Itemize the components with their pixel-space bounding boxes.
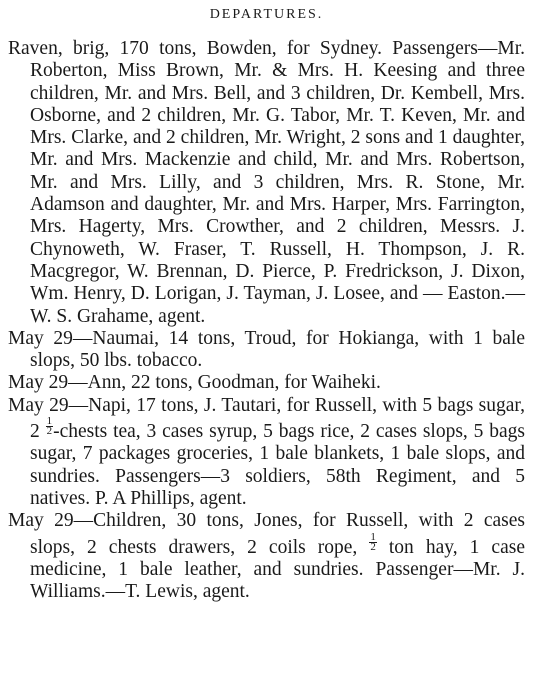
departure-entry-napi	[8, 395, 525, 510]
fraction-numerator: 1	[370, 530, 376, 543]
departure-entry-naumai: May 29—Naumai, 14 tons, Troud, for Hokianga, with 1 bale slops, 50 lbs. tobacco.	[8, 327, 525, 372]
departure-entry-ann: May 29—Ann, 22 tons, Goodman, for Waiheki.	[8, 372, 381, 394]
fraction-half	[46, 417, 54, 436]
fraction-half	[369, 530, 377, 553]
fraction-denominator: 2	[46, 425, 53, 438]
entry-text-part: -chests tea, 3 cases syrup, 5 bags rice, 2 cases slops, 5 bags sugar, 7 packages groceries, 1 bale blankets, 1 bale slops, and sundries. Passengers—3 soldiers, 58th Regiment, and 5 natives. P. A Phillips, agent.	[30, 421, 525, 509]
section-heading: DEPARTURES.	[209, 7, 324, 22]
fraction-numerator: 1	[46, 415, 53, 428]
entry-text-part: May 29—Napi, 17 tons, J. Tautari, for Russell, with 5 bags sugar, 2	[8, 394, 525, 443]
departure-entry-children	[8, 510, 525, 603]
entry-text-part: May 29—Children, 30 tons, Jones, for Russell, with 2 cases slops, 2 chests drawers, 2 coils rope,	[8, 510, 525, 558]
entry-text-part: ton hay, 1 case medicine, 1 bale leather, and sundries. Passenger—Mr. J. Williams.—T. Lewis, agent.	[30, 536, 525, 603]
departure-entry-raven: Raven, brig, 170 tons, Bowden, for Sydney. Passengers—Mr. Roberton, Miss Brown, Mr. & Mrs. H. Keesing and three children, Mr. and Mrs. Bell, and 3 children, Dr. Kembell, Mrs. Osborne, and 2 children, Mr. G. Tabor, Mr. T. Keven, Mr. and Mrs. Clarke, and 2 children, Mr. Wright, 2 sons and 1 daughter, Mr. and Mrs. Mackenzie and child, Mr. and Mrs. Robertson, Mr. and Mrs. Lilly, and 3 children, Mrs. R. Stone, Mr. Adamson and daughter, Mr. and Mrs. Harper, Mrs. Farrington, Mrs. Hagerty, Mrs. Crowther, and 2 children, Messrs. J. Chynoweth, W. Fraser, T. Russell, H. Thompson, J. R. Macgregor, W. Brennan, D. Pierce, P. Fredrickson, J. Dixon, Wm. Henry, D. Lorigan, J. Tayman, J. Losee, and — Easton.—W. S. Grahame, agent.	[8, 38, 525, 327]
fraction-denominator: 2	[370, 540, 376, 553]
